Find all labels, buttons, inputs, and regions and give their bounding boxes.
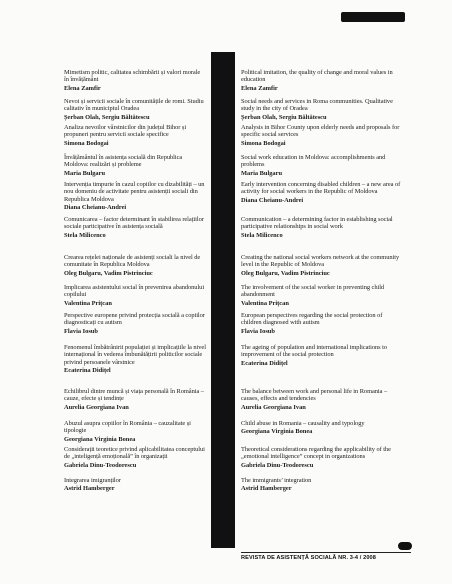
header-tab-mark xyxy=(341,12,405,22)
article-title: Integrarea imigranților xyxy=(64,477,121,484)
article-author: Diana Cheianu-Andrei xyxy=(64,204,127,212)
article-author: Astrid Hamberger xyxy=(64,485,115,493)
article-author: Diana Cheianu-Andrei xyxy=(241,196,304,204)
article-title: Social needs and services in Roma communities. Qualitative study in the city of Oradea xyxy=(241,98,393,113)
article-title: Social work education in Moldova: accomplishments and problems xyxy=(241,154,386,169)
article-author: Stela Milicenco xyxy=(64,231,106,239)
contents-entry xyxy=(64,216,206,239)
contents-entry xyxy=(64,312,206,335)
article-author: Gabriela Dinu-Teodorescu xyxy=(64,461,137,469)
contents-entry xyxy=(241,216,401,239)
article-author: Oleg Bulgaru, Vadim Pistrinciuc xyxy=(64,269,153,277)
article-author: Simona Bodogai xyxy=(241,139,286,147)
article-author: Aurelia Georgiana Ivan xyxy=(64,403,129,411)
article-title: Political imitation, the quality of change and moral values in education xyxy=(241,69,393,84)
contents-entry xyxy=(241,477,401,493)
article-title: Early intervention concerning disabled children – a new area of activity for social workers in the Republic of Moldova xyxy=(241,181,401,196)
contents-entry xyxy=(241,446,401,469)
article-author: Georgiana Virginia Bonea xyxy=(241,428,313,436)
contents-entry xyxy=(241,124,401,147)
contents-entry xyxy=(64,420,206,443)
article-title: Theoretical considerations regarding the applicability of the „emotional intelligence” concept in organizations xyxy=(241,446,391,461)
contents-entry xyxy=(64,344,206,375)
article-title: Crearea rețelei naționale de asistenți sociali la nivel de comunitate în Republica Moldova xyxy=(64,254,201,269)
contents-entry xyxy=(64,124,206,147)
contents-entry xyxy=(241,154,401,177)
contents-entry xyxy=(64,69,206,92)
article-author: Elena Zamfir xyxy=(241,84,278,92)
article-author: Ecaterina Didițel xyxy=(64,367,111,375)
article-author: Maria Bulgaru xyxy=(241,169,283,177)
contents-entry xyxy=(64,388,206,411)
article-title: Communication – a determining factor in establishing social participative relationships in social work xyxy=(241,216,393,231)
article-author: Gabriela Dinu-Teodorescu xyxy=(241,461,314,469)
article-author: Valentina Prițcan xyxy=(64,299,112,307)
page-number-tab xyxy=(398,542,412,550)
article-title: Implicarea asistentului social în prevenirea abandonului copilului xyxy=(64,284,205,299)
article-author: Șerban Olah, Sergiu Băltătescu xyxy=(241,113,327,121)
article-title: Intervenția timpurie în cazul copiilor cu dizabilități – un nou domeniu de activitate pentru asistenții sociali din Republica Moldova xyxy=(64,181,205,203)
article-author: Elena Zamfir xyxy=(64,84,101,92)
journal-footer: REVISTA DE ASISTENȚĂ SOCIALĂ NR. 3-4 / 2008 xyxy=(241,552,411,561)
article-title: Creating the national social workers network at the community level in the Republic of Moldova xyxy=(241,254,400,269)
article-title: The ageing of population and international implications to improvement of the social protection xyxy=(241,344,388,359)
contents-entry xyxy=(64,154,206,177)
article-title: The immigrants’ integration xyxy=(241,477,312,484)
article-title: Perspective europene privind protecția socială a copiilor diagnosticați cu autism xyxy=(64,312,205,327)
contents-entry xyxy=(64,98,206,121)
contents-entry xyxy=(64,284,206,307)
article-author: Simona Bodogai xyxy=(64,139,109,147)
contents-entry xyxy=(241,284,401,307)
contents-entry xyxy=(241,98,401,121)
article-title: Învățământul în asistența socială din Republica Moldova: realizări și probleme xyxy=(64,154,183,169)
contents-entry xyxy=(241,254,401,277)
article-title: Abuzul asupra copiilor în România – cauzalitate și tipologie xyxy=(64,420,191,435)
article-title: Nevoi și servicii sociale în comunitățile de romi. Studiu calitativ în municipiul Oradea xyxy=(64,98,204,113)
article-title: The balance between work and personal life in Romania – causes, effects and tendencies xyxy=(241,388,388,403)
article-author: Flavia Iosub xyxy=(241,327,275,335)
article-author: Georgiana Virginia Bonea xyxy=(64,435,136,443)
article-author: Șerban Olah, Sergiu Băltătescu xyxy=(64,113,150,121)
contents-entry xyxy=(241,181,401,204)
contents-entry xyxy=(64,181,206,212)
contents-entry xyxy=(64,477,206,493)
contents-entry xyxy=(241,312,401,335)
article-author: Maria Bulgaru xyxy=(64,169,106,177)
article-author: Valentina Prițcan xyxy=(241,299,289,307)
article-title: Analiza nevoilor vârstnicilor din județul Bihor și propuneri pentru servicii sociale specifice xyxy=(64,124,187,139)
article-author: Stela Milicenco xyxy=(241,231,283,239)
contents-entry xyxy=(241,69,401,92)
center-divider-bar xyxy=(211,52,235,548)
contents-entry xyxy=(241,420,401,436)
article-title: Analysis in Bihor County upon elderly needs and proposals for specific social services xyxy=(241,124,400,139)
article-title: Echilibrul dintre muncă și viața personală în România – cauze, efecte și tendințe xyxy=(64,388,204,403)
contents-entry xyxy=(241,344,401,367)
contents-entry xyxy=(241,388,401,411)
article-author: Ecaterina Didițel xyxy=(241,359,288,367)
article-author: Astrid Hamberger xyxy=(241,485,292,493)
article-title: Fenomenul îmbătrânirii populației și implicațiile la nivel internațional în vederea îmbunătățirii politicilor sociale privind persoanele vârstnice xyxy=(64,344,206,366)
article-title: Considerații teoretice privind aplicabilitatea conceptului de „inteligență emoțională” în organizații xyxy=(64,446,205,461)
article-title: Comunicarea – factor determinant în stabilirea relațiilor sociale participative în asistența socială xyxy=(64,216,204,231)
contents-entry xyxy=(64,446,206,469)
article-author: Aurelia Georgiana Ivan xyxy=(241,403,306,411)
article-title: Child abuse in Romania – causality and typology xyxy=(241,420,365,427)
article-author: Flavia Iosub xyxy=(64,327,98,335)
contents-entry xyxy=(64,254,206,277)
article-title: European perspectives regarding the social protection of children diagnosed with autism xyxy=(241,312,383,327)
article-title: Mimetism politic, calitatea schimbării și valori morale în învățământ xyxy=(64,69,201,84)
article-title: The involvement of the social worker in preventing child abandonment xyxy=(241,284,385,299)
article-author: Oleg Bulgaru, Vadim Pistrinciuc xyxy=(241,269,330,277)
